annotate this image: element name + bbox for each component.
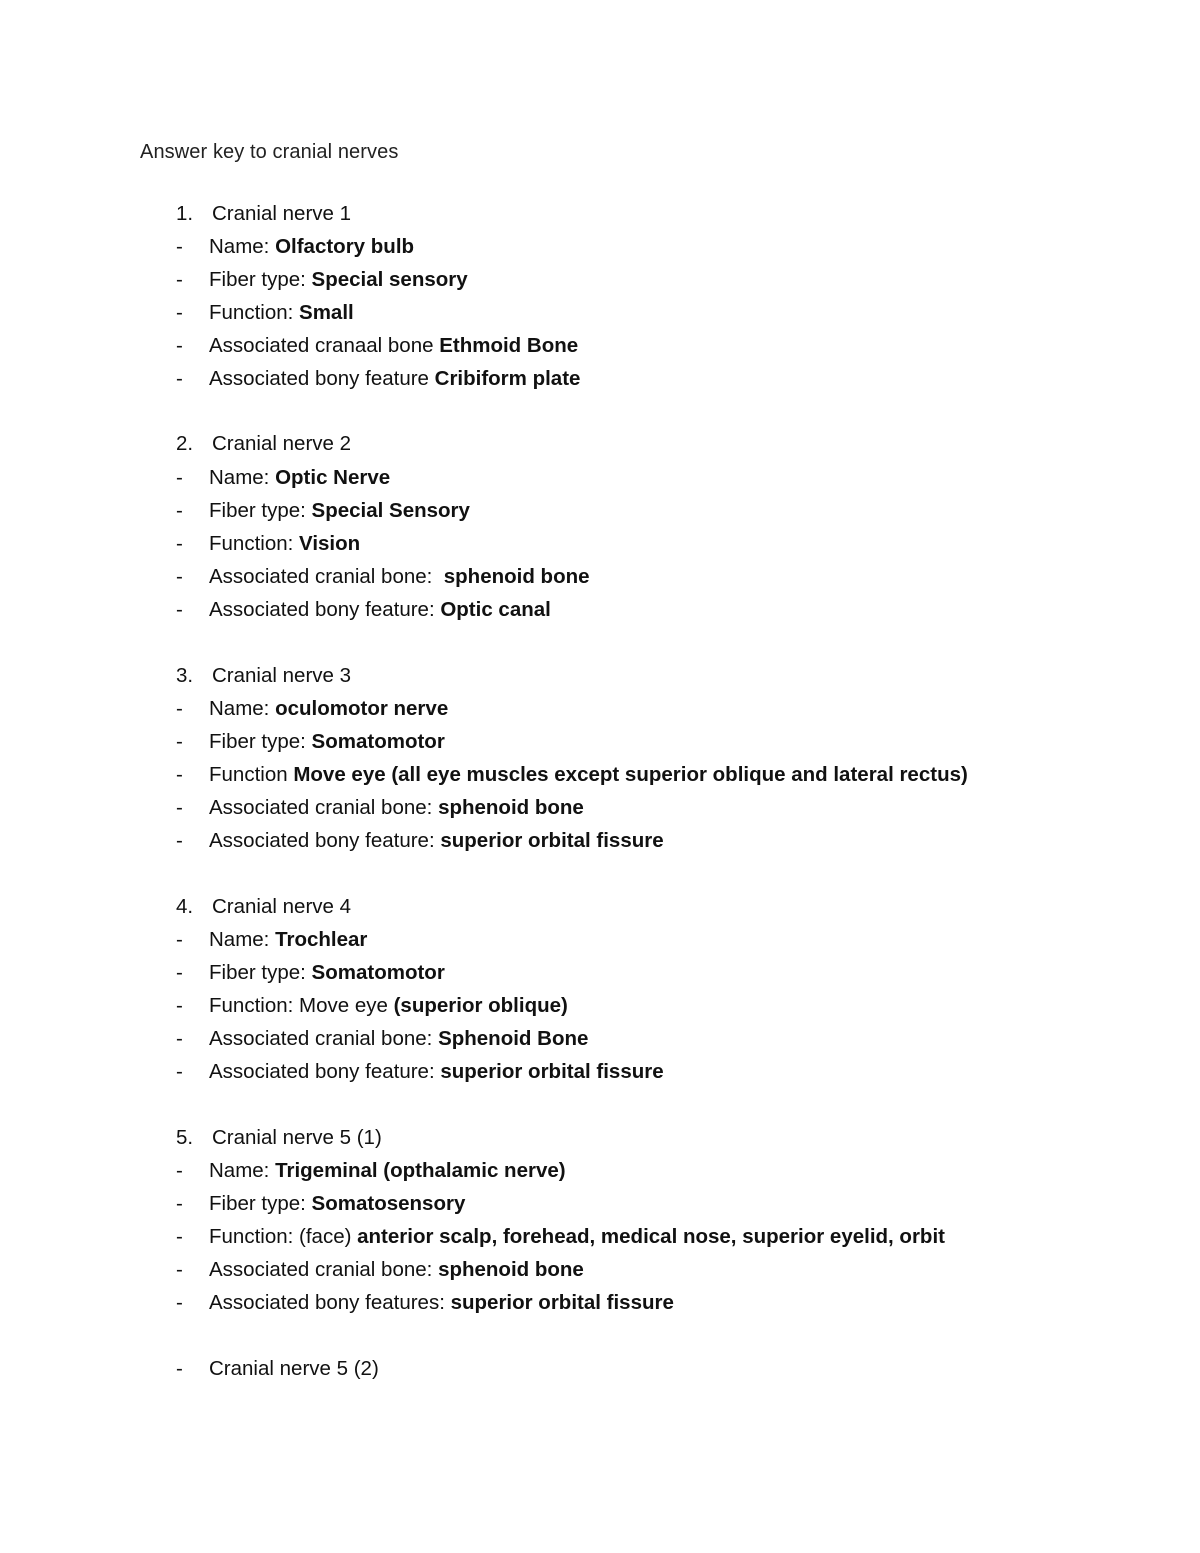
bullet-dash: - xyxy=(176,730,183,753)
bullet-dash: - xyxy=(176,466,183,489)
item-label: Name: xyxy=(209,235,276,258)
section-title: Cranial nerve 3 xyxy=(212,664,352,687)
item-value: Optic Nerve xyxy=(275,466,391,489)
bullet-dash: - xyxy=(176,499,183,522)
item-value: superior orbital fissure xyxy=(440,1060,664,1083)
item-value: Somatomotor xyxy=(311,961,445,984)
bullet-dash: - xyxy=(176,697,183,720)
item-label: Function: xyxy=(209,301,300,324)
list-number: 3. xyxy=(176,664,194,687)
item-value: Olfactory bulb xyxy=(275,235,415,258)
item-label: Associated cranial bone: xyxy=(209,1258,439,1281)
item-label: Associated cranial bone: xyxy=(209,565,444,588)
section-title: Cranial nerve 1 xyxy=(212,202,352,225)
item-label: Fiber type: xyxy=(209,1192,312,1215)
item-value: Small xyxy=(299,301,354,324)
item-value: Special sensory xyxy=(311,268,468,291)
section-title: Cranial nerve 2 xyxy=(212,432,352,455)
bullet-dash: - xyxy=(176,367,183,390)
list-number: 2. xyxy=(176,432,194,455)
bullet-dash: - xyxy=(176,235,183,258)
item-label: Associated bony feature xyxy=(209,367,435,390)
item-label: Name: xyxy=(209,466,276,489)
list-number: 5. xyxy=(176,1126,194,1149)
item-label: Associated bony feature: xyxy=(209,829,441,852)
item-value: sphenoid bone xyxy=(438,1258,584,1281)
item-value: Optic canal xyxy=(440,598,551,621)
bullet-dash: - xyxy=(176,763,183,786)
item-label: Function: (face) xyxy=(209,1225,358,1248)
bullet-dash: - xyxy=(176,994,183,1017)
bullet-dash: - xyxy=(176,268,183,291)
item-label: Name: xyxy=(209,697,276,720)
item-value: Somatosensory xyxy=(311,1192,466,1215)
bullet-dash: - xyxy=(176,334,183,357)
document-title: Answer key to cranial nerves xyxy=(140,141,399,163)
list-number: 4. xyxy=(176,895,194,918)
bullet-dash: - xyxy=(176,961,183,984)
bullet-dash: - xyxy=(176,1060,183,1083)
bullet-dash: - xyxy=(176,1357,183,1380)
bullet-dash: - xyxy=(176,565,183,588)
item-label: Function: Move eye xyxy=(209,994,394,1017)
item-label: Fiber type: xyxy=(209,730,312,753)
bullet-dash: - xyxy=(176,532,183,555)
section-title: Cranial nerve 5 (1) xyxy=(212,1126,382,1149)
item-value: Move eye (all eye muscles except superior oblique and lateral rectus) xyxy=(293,763,968,786)
item-label: Associated bony feature: xyxy=(209,1060,441,1083)
item-label: Associated cranial bone: xyxy=(209,1027,439,1050)
item-value: Ethmoid Bone xyxy=(439,334,579,357)
item-value: Trochlear xyxy=(275,928,368,951)
item-label: Associated cranial bone: xyxy=(209,796,439,819)
item-value: oculomotor nerve xyxy=(275,697,449,720)
bullet-dash: - xyxy=(176,598,183,621)
item-label: Name: xyxy=(209,928,276,951)
item-value: Vision xyxy=(299,532,361,555)
item-value: Special Sensory xyxy=(311,499,470,522)
section-title: Cranial nerve 5 (2) xyxy=(209,1357,379,1380)
list-number: 1. xyxy=(176,202,194,225)
section-title: Cranial nerve 4 xyxy=(212,895,352,918)
item-value: Trigeminal (opthalamic nerve) xyxy=(275,1159,566,1182)
bullet-dash: - xyxy=(176,1258,183,1281)
bullet-dash: - xyxy=(176,1291,183,1314)
bullet-dash: - xyxy=(176,1027,183,1050)
item-label: Fiber type: xyxy=(209,499,312,522)
bullet-dash: - xyxy=(176,1192,183,1215)
bullet-dash: - xyxy=(176,928,183,951)
item-value: Somatomotor xyxy=(311,730,445,753)
bullet-dash: - xyxy=(176,796,183,819)
bullet-dash: - xyxy=(176,301,183,324)
item-label: Function xyxy=(209,763,294,786)
item-label: Fiber type: xyxy=(209,961,312,984)
item-value: superior orbital fissure xyxy=(440,829,664,852)
item-label: Associated cranaal bone xyxy=(209,334,440,357)
item-label: Associated bony features: xyxy=(209,1291,451,1314)
item-label: Fiber type: xyxy=(209,268,312,291)
item-label: Name: xyxy=(209,1159,276,1182)
item-value: sphenoid bone xyxy=(438,796,584,819)
bullet-dash: - xyxy=(176,829,183,852)
bullet-dash: - xyxy=(176,1225,183,1248)
item-value: (superior oblique) xyxy=(393,994,568,1017)
bullet-dash: - xyxy=(176,1159,183,1182)
item-value: superior orbital fissure xyxy=(450,1291,674,1314)
item-value: anterior scalp, forehead, medical nose, superior eyelid, orbit xyxy=(357,1225,945,1248)
item-value: Sphenoid Bone xyxy=(438,1027,589,1050)
item-value: Cribiform plate xyxy=(434,367,581,390)
item-label: Function: xyxy=(209,532,300,555)
item-label: Associated bony feature: xyxy=(209,598,441,621)
item-value: sphenoid bone xyxy=(443,565,590,588)
